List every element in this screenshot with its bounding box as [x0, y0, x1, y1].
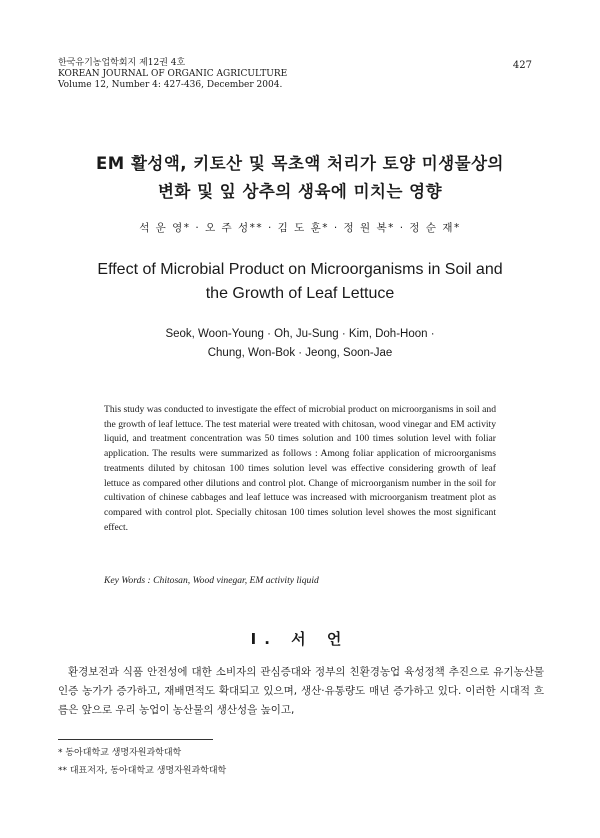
footnote-divider: [58, 739, 213, 740]
volume-info: Volume 12, Number 4: 427-436, December 2004.: [58, 80, 283, 90]
authors-english: [0, 325, 600, 363]
keywords: Key Words : Chitosan, Wood vinegar, EM activity liquid: [104, 575, 319, 586]
abstract: This study was conducted to investigate the effect of microbial product on microorganisms in soil and the growth of leaf lettuce. The test material were treated with chitosan, wood vinegar and EM activity liquid, and treatment concentration was 50 times solution and 100 times solution level with foliar application. The results were summarized as follows : Among foliar application of microorganisms treatments diluted by chitosan 100 times solution level was effective considering growth of leaf lettuce as compared other dilutions and control plot. Change of microorganism number in the soil for cultivation of chinese cabbages and leaf lettuce was increased with microorganism treatment plot as compared with control plot. Specially chitosan 100 times solution level showes the most significant effect.: [104, 404, 496, 533]
page-number: 427: [512, 60, 532, 71]
title-korean-line1: EM 활성액, 키토산 및 목초액 처리가 토양 미생물상의: [96, 154, 504, 173]
footnote-corresponding-author: ** 대표저자, 동아대학교 생명자원과학대학: [58, 766, 227, 776]
title-english-line2: the Growth of Leaf Lettuce: [205, 285, 395, 302]
authors-korean: 석 운 영* · 오 주 성** · 김 도 훈* · 정 원 복* · 정 순 재*: [139, 222, 461, 234]
footnotes: [58, 744, 226, 780]
title-korean: [40, 150, 560, 206]
title-korean-line2: 변화 및 잎 상추의 생육에 미치는 영향: [157, 182, 443, 201]
body-text: [58, 663, 544, 720]
title-english-line1: Effect of Microbial Product on Microorganisms in Soil and: [97, 261, 503, 278]
footnote-affiliation: * 동아대학교 생명자원과학대학: [58, 748, 182, 758]
journal-name-ko: 한국유기농업학회지 제12권 4호: [58, 58, 186, 68]
body-paragraph: 환경보전과 식품 안전성에 대한 소비자의 관심증대와 정부의 친환경농업 육성정책 추진으로 유기농산물 인증 농가가 증가하고, 재배면적도 확대되고 있으며, 생산·유통량도 매년 증가하고 있다. 이러한 시대적 흐름은 앞으로 우리 농업이 농산물의 생산성을 높이고,: [58, 666, 544, 716]
journal-name-en: KOREAN JOURNAL OF ORGANIC AGRICULTURE: [58, 69, 288, 79]
journal-header: [58, 58, 287, 91]
authors-english-line2: Chung, Won-Bok · Jeong, Soon-Jae: [207, 347, 393, 359]
section-heading-introduction: Ⅰ. 서 언: [250, 630, 350, 648]
authors-english-line1: Seok, Woon-Young · Oh, Ju-Sung · Kim, Doh-Hoon ·: [165, 328, 435, 340]
title-english: [30, 258, 570, 306]
